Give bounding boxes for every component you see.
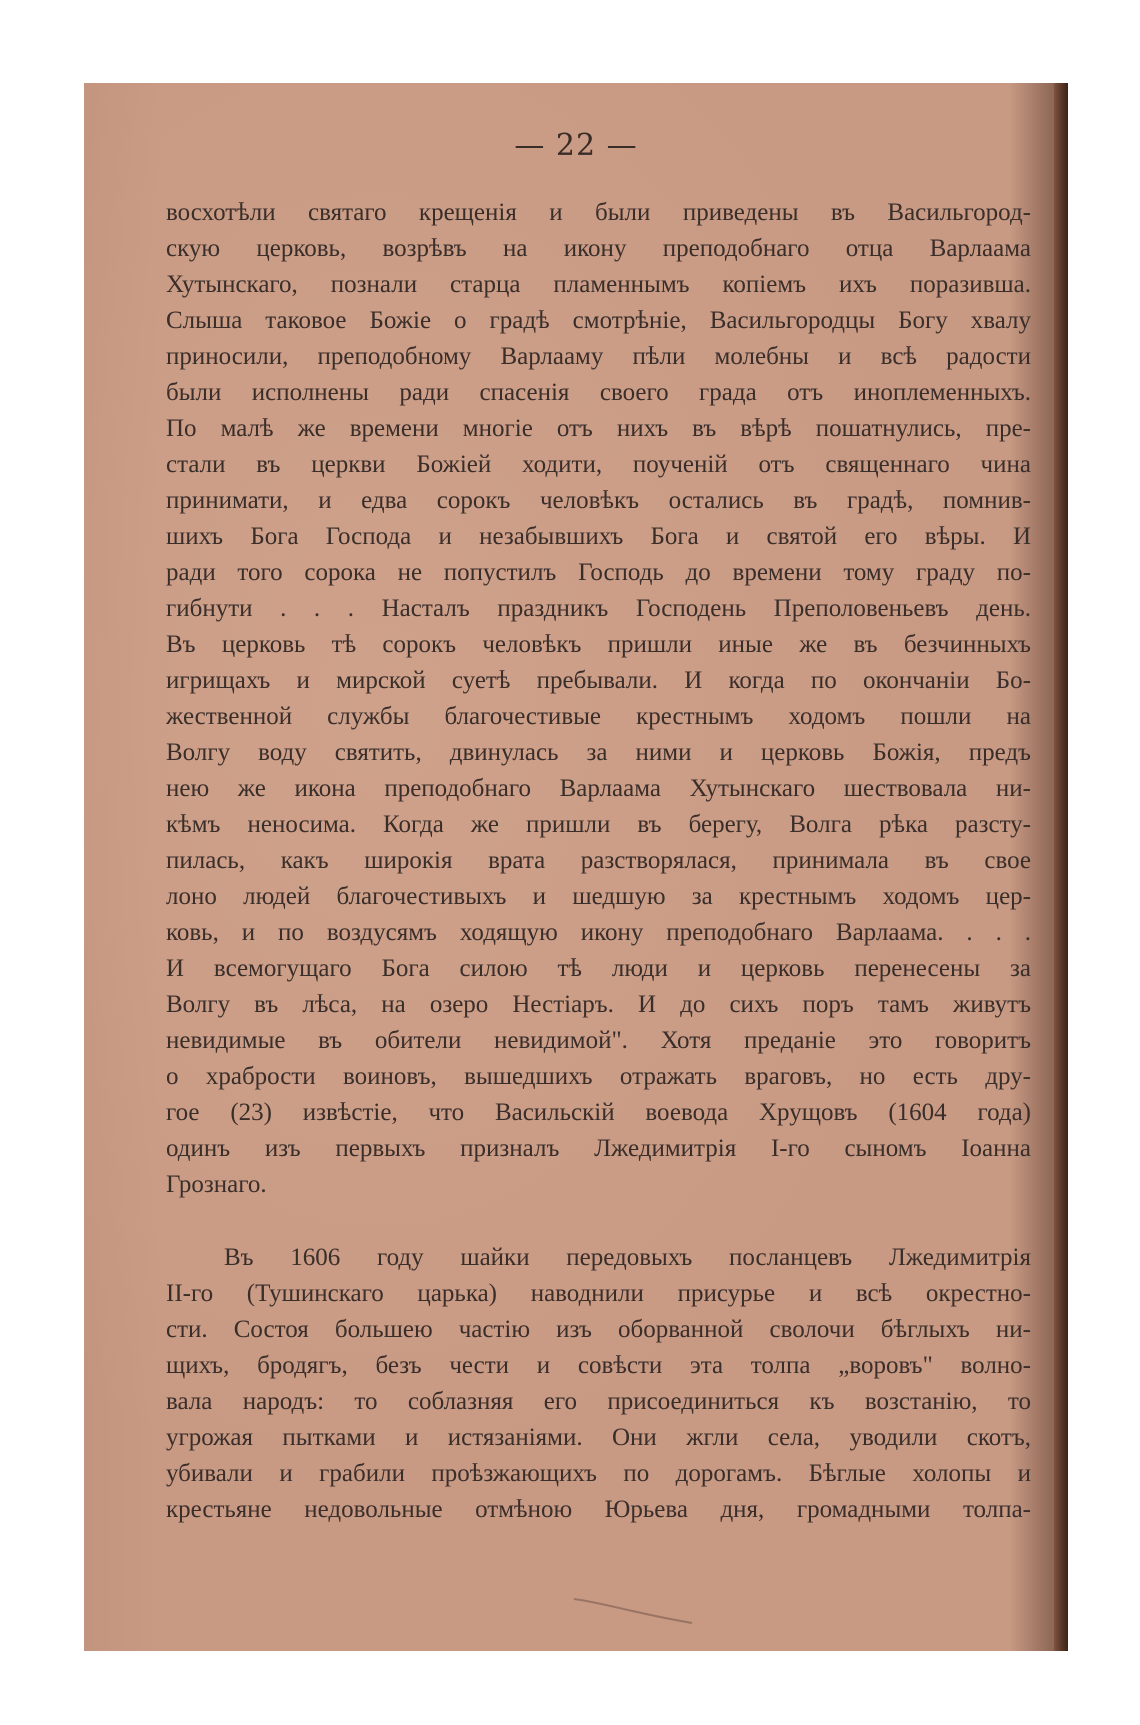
paragraph-2 bbox=[166, 1240, 1031, 1528]
text-line: крестьяне недовольные отмѣною Юрьева дня, громадными толпа- bbox=[166, 1496, 1031, 1523]
text-line: Волгу воду святить, двинулась за ними и церковь Божія, предъ bbox=[166, 739, 1031, 766]
text-line: восхотѣли святаго крещенія и были приведены въ Васильгород- bbox=[166, 199, 1031, 226]
text-line: нею же икона преподобнаго Варлаама Хутынскаго шествовала ни- bbox=[166, 775, 1031, 802]
text-line: Въ 1606 году шайки передовыхъ посланцевъ Лжедимитрія bbox=[224, 1244, 1031, 1271]
text-line: По малѣ же времени многіе отъ нихъ въ вѣрѣ пошатнулись, пре- bbox=[166, 415, 1031, 442]
text-line: скую церковь, возрѣвъ на икону преподобнаго отца Варлаама bbox=[166, 235, 1031, 262]
book-page bbox=[84, 83, 1068, 1651]
text-line: ради того сорока не попустилъ Господь до времени тому граду по- bbox=[166, 559, 1031, 586]
text-line: невидимые въ обители невидимой". Хотя преданіе это говоритъ bbox=[166, 1027, 1031, 1054]
text-line: были исполнены ради спасенія своего града отъ иноплеменныхъ. bbox=[166, 379, 1031, 406]
page-number: — 22 — bbox=[514, 128, 638, 163]
text-line: II-го (Тушинскаго царька) наводнили присурье и всѣ окрестно- bbox=[166, 1280, 1031, 1307]
text-line: о храбрости воиновъ, вышедшихъ отражать враговъ, но есть дру- bbox=[166, 1063, 1031, 1090]
text-line: вала народъ: то соблазняя его присоединиться къ возстанію, то bbox=[166, 1388, 1031, 1415]
text-line: угрожая пытками и истязаніями. Они жгли села, уводили скотъ, bbox=[166, 1424, 1031, 1451]
text-line: пилась, какъ широкія врата разстворялася, принимала въ свое bbox=[166, 847, 1031, 874]
text-line: принимати, и едва сорокъ человѣкъ остались въ градѣ, помнив- bbox=[166, 487, 1031, 514]
text-line: жественной службы благочестивые крестнымъ ходомъ пошли на bbox=[166, 703, 1031, 730]
text-line: Волгу въ лѣса, на озеро Нестіаръ. И до сихъ поръ тамъ живутъ bbox=[166, 991, 1031, 1018]
text-line: гибнути . . . Насталъ праздникъ Господень Преполовеньевъ день. bbox=[166, 595, 1031, 622]
text-line: одинъ изъ первыхъ призналъ Лжедимитрія I-го сыномъ Іоанна bbox=[166, 1135, 1031, 1162]
text-line: Грознаго. bbox=[166, 1171, 267, 1198]
page-spine-shadow bbox=[1054, 83, 1068, 1651]
text-line: Въ церковь тѣ сорокъ человѣкъ пришли иные же въ безчинныхъ bbox=[166, 631, 1031, 658]
text-line: сти. Состоя большею частію изъ оборванной сволочи бѣглыхъ ни- bbox=[166, 1316, 1031, 1343]
text-line: И всемогущаго Бога силою тѣ люди и церковь перенесены за bbox=[166, 955, 1031, 982]
text-line: гое (23) извѣстіе, что Васильскій воевода Хрущовъ (1604 года) bbox=[166, 1099, 1031, 1126]
text-line: Хутынскаго, познали старца пламеннымъ копіемъ ихъ поразивша. bbox=[166, 271, 1031, 298]
text-line: стали въ церкви Божіей ходити, поученій отъ священнаго чина bbox=[166, 451, 1031, 478]
paragraph-gap bbox=[166, 1203, 1031, 1240]
text-line: убивали и грабили проѣзжающихъ по дорогамъ. Бѣглые холопы и bbox=[166, 1460, 1031, 1487]
text-line: щихъ, бродягъ, безъ чести и совѣсти эта толпа „воровъ" волно- bbox=[166, 1352, 1031, 1379]
text-line: ковь, и по воздусямъ ходящую икону преподобнаго Варлаама. . . . bbox=[166, 919, 1031, 946]
paragraph-1 bbox=[166, 195, 1031, 1203]
page-smudge-mark bbox=[574, 1595, 694, 1625]
text-line: шихъ Бога Господа и незабывшихъ Бога и святой его вѣры. И bbox=[166, 523, 1031, 550]
text-line: приносили, преподобному Варлааму пѣли молебны и всѣ радости bbox=[166, 343, 1031, 370]
page-text bbox=[166, 195, 1031, 1528]
text-line: лоно людей благочестивыхъ и шедшую за крестнымъ ходомъ цер- bbox=[166, 883, 1031, 910]
text-line: кѣмъ неносима. Когда же пришли въ берегу, Волга рѣка разсту- bbox=[166, 811, 1031, 838]
text-line: игрищахъ и мирской суетѣ пребывали. И когда по окончаніи Бо- bbox=[166, 667, 1031, 694]
text-line: Слыша таковое Божіе о градѣ смотрѣніе, Васильгородцы Богу хвалу bbox=[166, 307, 1031, 334]
